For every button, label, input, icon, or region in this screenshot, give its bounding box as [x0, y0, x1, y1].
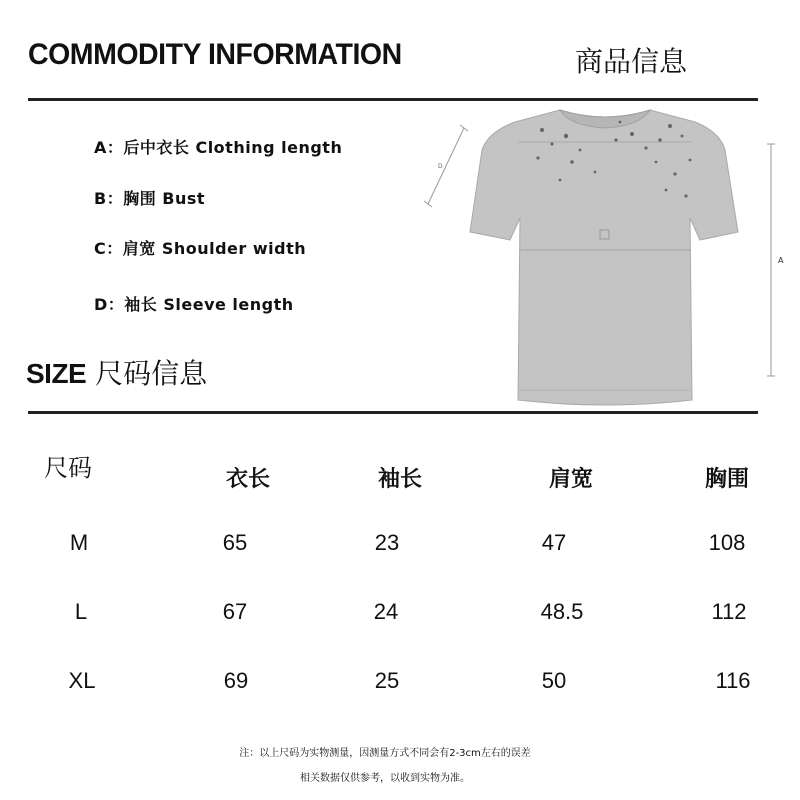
spec-clothing-length: A：后中衣长 Clothing length [94, 138, 343, 157]
table-cell-size: XL [68, 668, 96, 693]
sleeve-marker-label: D [438, 163, 443, 170]
table-cell-length: 69 [223, 668, 249, 693]
table-cell-shoulder: 47 [541, 530, 567, 555]
size-title-cn: 尺码信息 [95, 357, 208, 390]
reference-note: 相关数据仅供参考，以收到实物为准。 [300, 773, 470, 784]
table-header-shoulder: 肩宽 [548, 467, 594, 492]
size-section-title [26, 352, 207, 392]
tshirt-diagram [420, 100, 800, 410]
spec-sleeve-length: D：袖长 Sleeve length [94, 295, 294, 314]
table-header-bust: 胸围 [704, 467, 750, 492]
table-header-sleeve: 袖长 [377, 467, 423, 492]
table-cell-size: L [74, 599, 88, 624]
table-cell-length: 67 [222, 599, 248, 624]
table-cell-shoulder: 48.5 [540, 599, 584, 624]
table-cell-bust: 112 [711, 599, 747, 624]
sleeve-dimension-line [424, 125, 468, 207]
page-title: COMMODITY INFORMATION [28, 38, 402, 71]
length-marker-label: A [778, 256, 784, 265]
table-header-size: 尺码 [44, 454, 92, 482]
length-dimension-line [767, 144, 775, 376]
table-cell-sleeve: 23 [374, 530, 400, 555]
table-cell-bust: 116 [715, 668, 751, 693]
table-cell-bust: 108 [708, 530, 746, 555]
table-cell-shoulder: 50 [541, 668, 567, 693]
table-cell-sleeve: 25 [374, 668, 400, 693]
size-divider [28, 411, 758, 414]
spec-bust: B：胸围 Bust [94, 189, 206, 208]
table-header-length: 衣长 [225, 467, 271, 492]
page-title-cn: 商品信息 [575, 45, 688, 78]
table-cell-size: M [69, 530, 89, 555]
spec-shoulder-width: C：肩宽 Shoulder width [94, 239, 307, 258]
tshirt-garment [470, 110, 738, 405]
table-cell-sleeve: 24 [373, 599, 399, 624]
table-cell-length: 65 [222, 530, 248, 555]
measurement-note: 注：以上尺码为实物测量，因测量方式不同会有2-3cm左右的误差 [239, 748, 531, 759]
size-title-en: SIZE [26, 358, 87, 389]
